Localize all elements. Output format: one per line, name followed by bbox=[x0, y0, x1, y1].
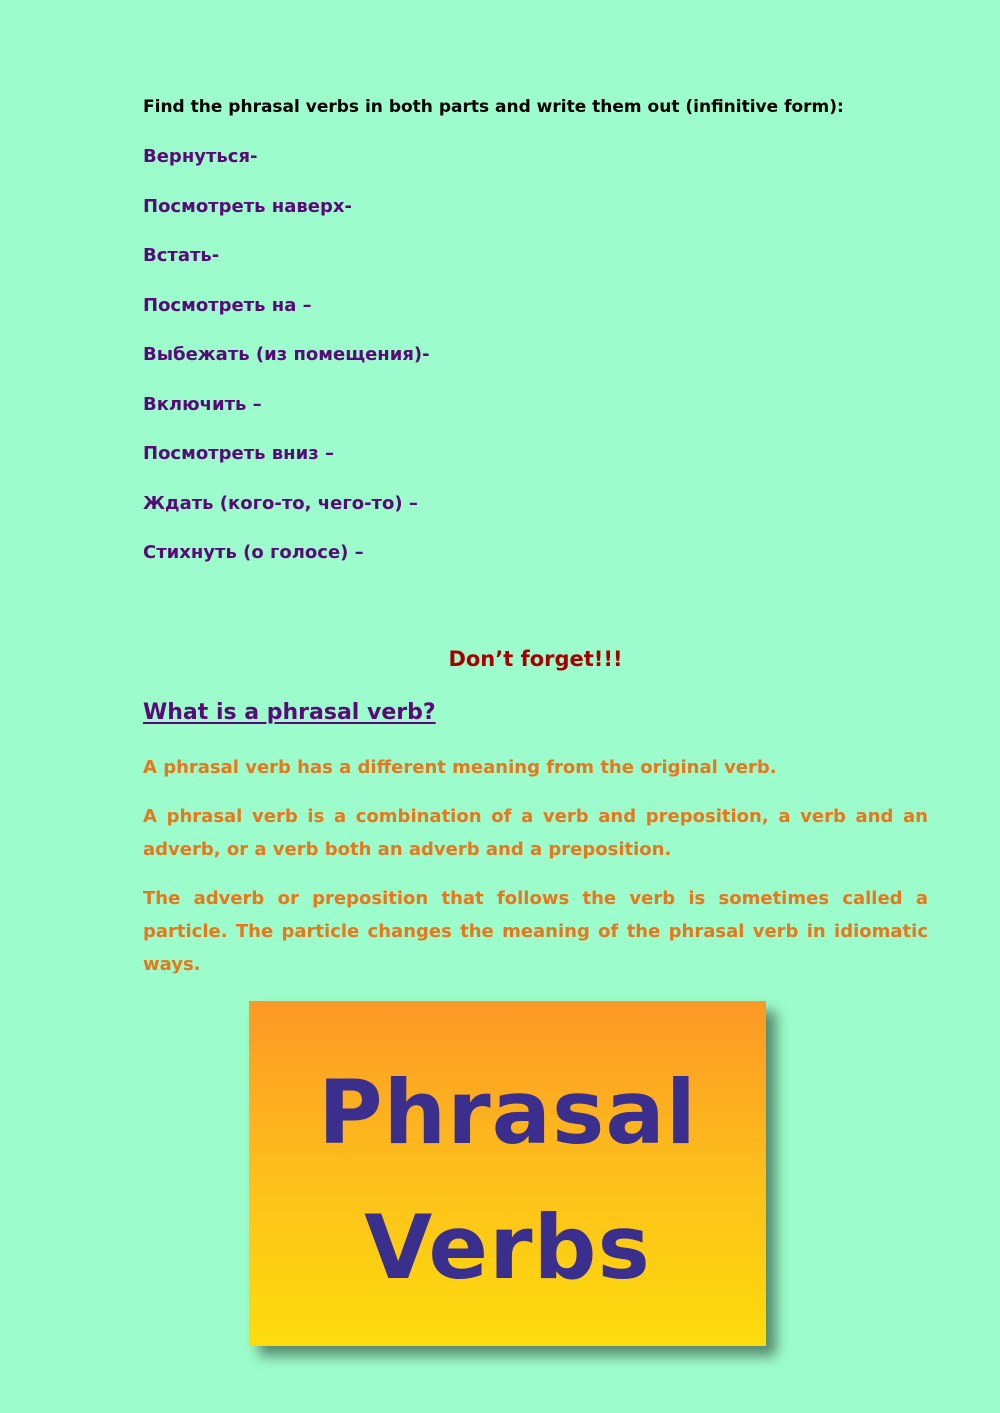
list-item: Посмотреть вниз – bbox=[143, 443, 334, 464]
list-item: Выбежать (из помещения)- bbox=[143, 344, 430, 365]
verb-list bbox=[143, 144, 430, 590]
definition-paragraph: A phrasal verb has a different meaning from the original verb. bbox=[143, 757, 777, 778]
definition-paragraph: A phrasal verb is a combination of a verb and preposition, a verb and an adverb, or a verb both an adverb and a preposition. bbox=[143, 806, 928, 860]
poster-title-line: Verbs bbox=[364, 1196, 651, 1299]
list-item: Вернуться- bbox=[143, 146, 258, 167]
dont-forget-heading: Don’t forget!!! bbox=[448, 647, 623, 671]
section-heading: What is a phrasal verb? bbox=[143, 700, 436, 725]
list-item: Посмотреть наверх- bbox=[143, 195, 352, 217]
instruction-text: Find the phrasal verbs in both parts and write them out (infinitive form): bbox=[143, 97, 844, 117]
list-item: Включить – bbox=[143, 393, 262, 415]
definition-paragraph: The adverb or preposition that follows the verb is sometimes called a particle. The particle changes the meaning of the phrasal verb in idiomatic ways. bbox=[143, 888, 928, 975]
phrasal-verbs-poster bbox=[249, 1001, 766, 1346]
list-item: Стихнуть (о голосе) – bbox=[143, 542, 364, 563]
list-item: Ждать (кого-то, чего-то) – bbox=[143, 492, 418, 514]
list-item: Посмотреть на – bbox=[143, 294, 312, 316]
list-item: Встать- bbox=[143, 245, 220, 266]
poster-title-line: Phrasal bbox=[318, 1061, 697, 1164]
